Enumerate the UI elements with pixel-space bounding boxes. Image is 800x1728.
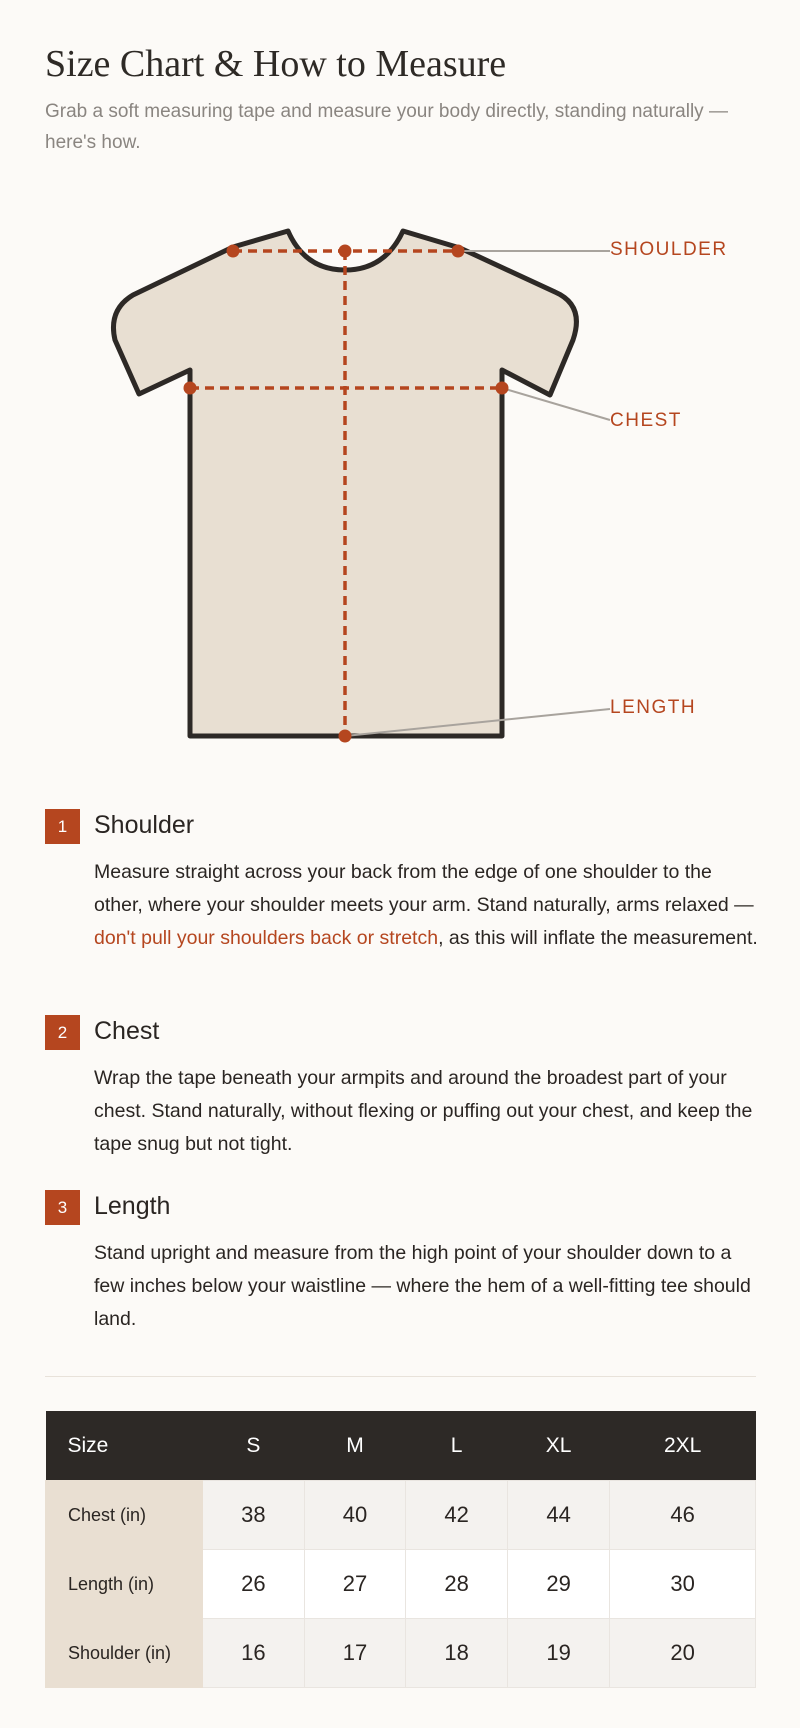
row-label: Length (in) (46, 1550, 203, 1619)
length-callout: LENGTH (610, 697, 697, 718)
table-cell: 17 (304, 1619, 406, 1688)
table-cell: 16 (203, 1619, 305, 1688)
chest-right-point (496, 382, 509, 395)
page-subtitle: Grab a soft measuring tape and measure your body directly, standing naturally — here's how. (45, 101, 728, 153)
size-header-m: M (304, 1411, 406, 1481)
size-table (45, 1411, 756, 1688)
size-table-header-row (46, 1411, 756, 1481)
table-row-chest (46, 1481, 756, 1550)
size-header-s: S (203, 1411, 305, 1481)
step-number-badge: 1 (45, 809, 80, 844)
shoulder-callout: SHOULDER (610, 239, 728, 260)
table-cell: 27 (304, 1550, 406, 1619)
shoulder-center-point (339, 245, 352, 258)
tshirt-measurement-diagram (0, 0, 800, 780)
step-text: Measure straight across your back from the edge of one shoulder to the other, where your shoulder meets your arm. Stand naturally, arms relaxed — (94, 861, 754, 916)
size-column-header: Size (46, 1411, 203, 1481)
shoulder-right-point (452, 245, 465, 258)
step-description: Wrap the tape beneath your armpits and around the broadest part of your chest. Stand naturally, without flexing or puffing out your chest, and keep the tape snug but not tight. (94, 1067, 753, 1155)
table-cell: 19 (507, 1619, 609, 1688)
step-warning-text: don't pull your shoulders back or stretch (94, 927, 439, 949)
table-cell: 46 (610, 1481, 756, 1550)
table-cell: 26 (203, 1550, 305, 1619)
table-cell: 30 (610, 1550, 756, 1619)
size-header-xl: XL (507, 1411, 609, 1481)
size-header-2xl: 2XL (610, 1411, 756, 1481)
row-label: Chest (in) (46, 1481, 203, 1550)
page-title: Size Chart & How to Measure (45, 43, 507, 85)
step-title: Length (94, 1192, 171, 1220)
table-row-length (46, 1550, 756, 1619)
section-divider (45, 1376, 756, 1377)
size-header-l: L (406, 1411, 508, 1481)
step-number-badge: 3 (45, 1190, 80, 1225)
chest-left-point (184, 382, 197, 395)
step-text-end: , as this will inflate the measurement. (438, 927, 758, 949)
row-label: Shoulder (in) (46, 1619, 203, 1688)
step-description (94, 856, 759, 955)
chest-leader-line (502, 388, 610, 420)
shoulder-left-point (227, 245, 240, 258)
step-title: Shoulder (94, 811, 195, 839)
table-cell: 38 (203, 1481, 305, 1550)
table-cell: 40 (304, 1481, 406, 1550)
step-number-badge: 2 (45, 1015, 80, 1050)
table-row-shoulder (46, 1619, 756, 1688)
hem-point (339, 730, 352, 743)
chest-callout: CHEST (610, 410, 682, 431)
step-description: Stand upright and measure from the high point of your shoulder down to a few inches below your waistline — where the hem of a well-fitting tee should land. (94, 1242, 751, 1330)
table-cell: 18 (406, 1619, 508, 1688)
table-cell: 29 (507, 1550, 609, 1619)
table-cell: 28 (406, 1550, 508, 1619)
step-title: Chest (94, 1017, 160, 1045)
table-cell: 20 (610, 1619, 756, 1688)
table-cell: 42 (406, 1481, 508, 1550)
table-cell: 44 (507, 1481, 609, 1550)
